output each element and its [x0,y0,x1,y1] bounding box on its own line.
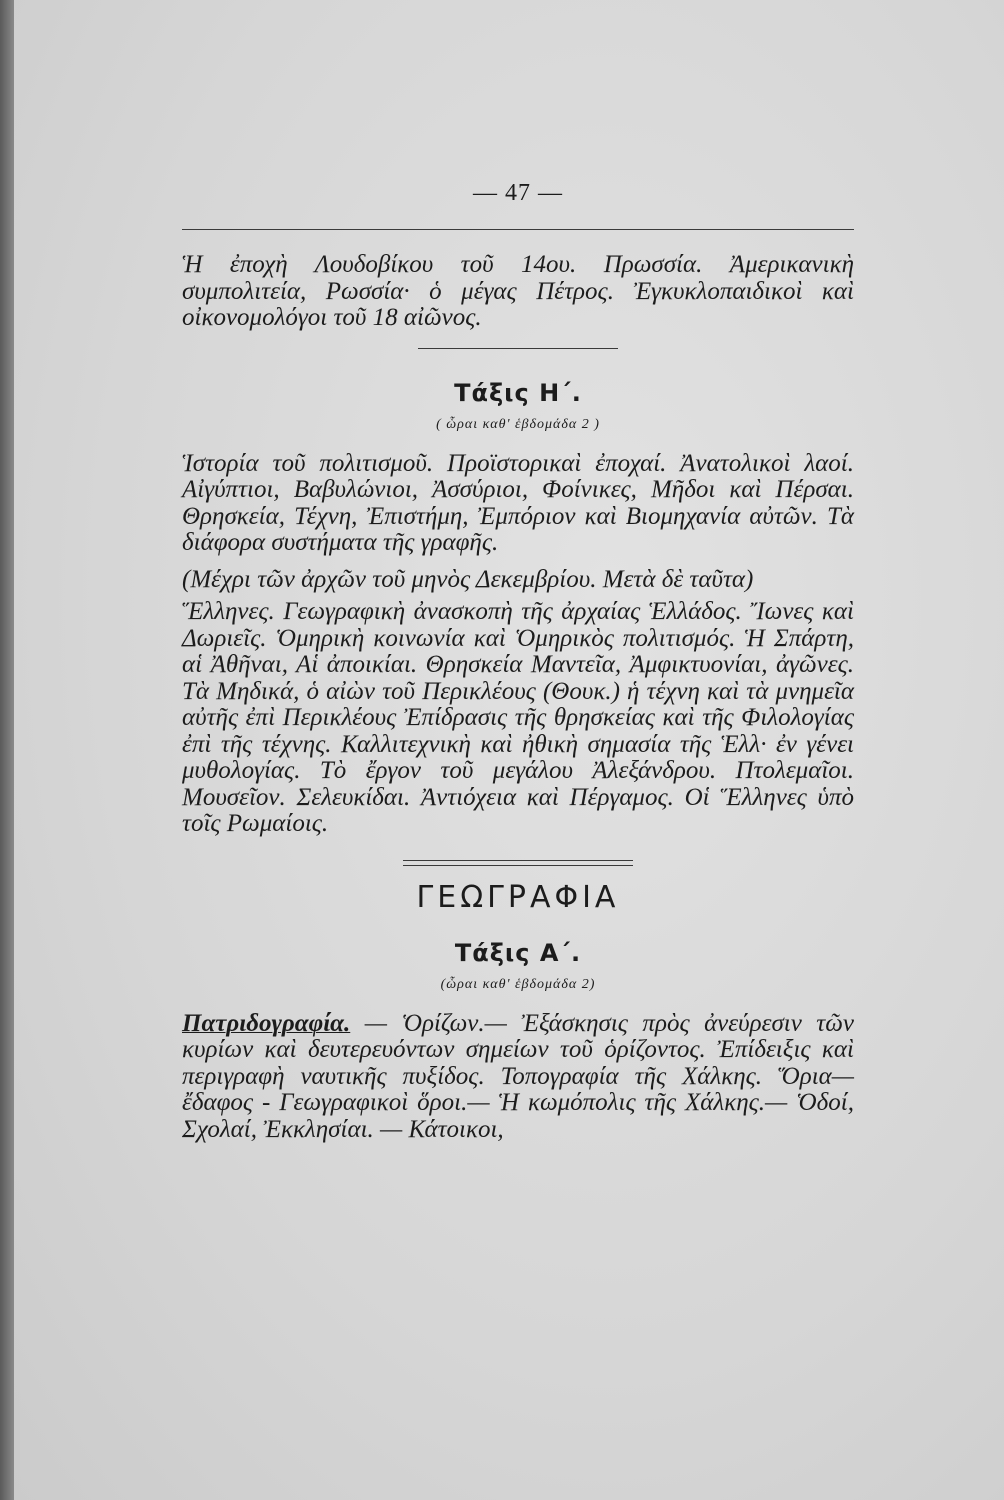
scan-edge [0,0,14,1500]
header-rule [182,229,854,230]
geography-lead: Πατριδογραφία. [182,1009,351,1037]
geography-class-heading: Τάξις Α΄. [454,938,582,967]
intro-paragraph: Ἡ ἐποχὴ Λουδοβίκου τοῦ 14ου. Πρωσσία. Ἀμερικανικὴ συμπολιτεία, Ρωσσία· ὁ μέγας Πέτρος. Ἐγκυκλοπαιδικοὶ καὶ οἰκονομολόγοι τοῦ 18 αἰῶνος. [182,251,854,331]
history-paragraph-3: Ἕλληνες. Γεωγραφικὴ ἀνασκοπὴ τῆς ἀρχαίας Ἑλλάδος. Ἴωνες καὶ Δωριεῖς. Ὁμηρικὴ κοινωνία καὶ Ὁμηρικὸς πολιτισμός. Ἡ Σπάρτη, αἱ Ἀθῆναι, Αἱ ἀποικίαι. Θρησκεία Μαντεῖα, Ἀμφικτυονίαι, ἀγῶνες. Τὰ Μηδικά, ὁ αἰὼν τοῦ Περικλέους (Θουκ.) ἡ τέχνη καὶ τὰ μνημεῖα αὐτῆς ἐπὶ Περικλέους Ἐπίδρασις τῆς θρησκείας καὶ τῆς Φιλολογίας ἐπὶ τῆς τέχνης. Καλλιτεχνικὴ καὶ ἠθικὴ σημασία τῆς Ἑλλ· ἐν γένει μυθολογίας. Τὸ ἔργον τοῦ μεγάλου Ἀλεξάνδρου. Πτολεμαῖοι. Μουσεῖον. Σελευκίδαι. Ἀντιόχεια καὶ Πέργαμος. Οἱ Ἕλληνες ὑπὸ τοῖς Ρωμαίοις. [182,598,854,837]
section-divider [418,348,618,349]
history-hours-note: ( ὧραι καθ' ἑβδομάδα 2 ) [436,416,600,432]
geography-divider [403,860,633,866]
geography-paragraph-text: — Ὁρίζων.— Ἐξάσκησις πρὸς ἀνεύρεσιν τῶν κυρίων καὶ δευτερευόντων σημείων τοῦ ὁρίζοντος. Ἐπίδειξις καὶ περιγραφὴ ναυτικῆς πυξίδος. Τοπογραφία τῆς Χάλκης. Ὅρια—ἔδαφος - Γεωγραφικοὶ ὅροι.— Ἡ κωμόπολις τῆς Χάλκης.— Ὁδοί, Σχολαί, Ἐκκλησίαι. — Κάτοικοι, [182,1009,855,1143]
book-page [14,0,1004,1500]
history-paragraph-1: Ἱστορία τοῦ πολιτισμοῦ. Προϊστορικαὶ ἐποχαί. Ἀνατολικοὶ λαοί. Αἰγύπτιοι, Βαβυλώνιοι, Ἀσσύριοι, Φοίνικες, Μῆδοι καὶ Πέρσαι. Θρησκεία, Τέχνη, Ἐπιστήμη, Ἐμπόριον καὶ Βιομηχανία αὐτῶν. Τὰ διάφορα συστήματα τῆς γραφῆς. [182,449,854,556]
geography-paragraph [182,1011,854,1144]
geography-title: ΓΕΩΓΡΑΦΙΑ [416,879,620,915]
page-content [182,180,854,1143]
geography-hours-note: (ὧραι καθ' ἑβδομάδα 2) [440,976,596,992]
history-paragraph-2: (Μέχρι τῶν ἀρχῶν τοῦ μηνὸς Δεκεμβρίου. Μετὰ δὲ ταῦτα) [182,565,754,593]
page-number: — 47 — [473,180,563,206]
history-class-heading: Τάξις Η΄. [454,378,582,407]
